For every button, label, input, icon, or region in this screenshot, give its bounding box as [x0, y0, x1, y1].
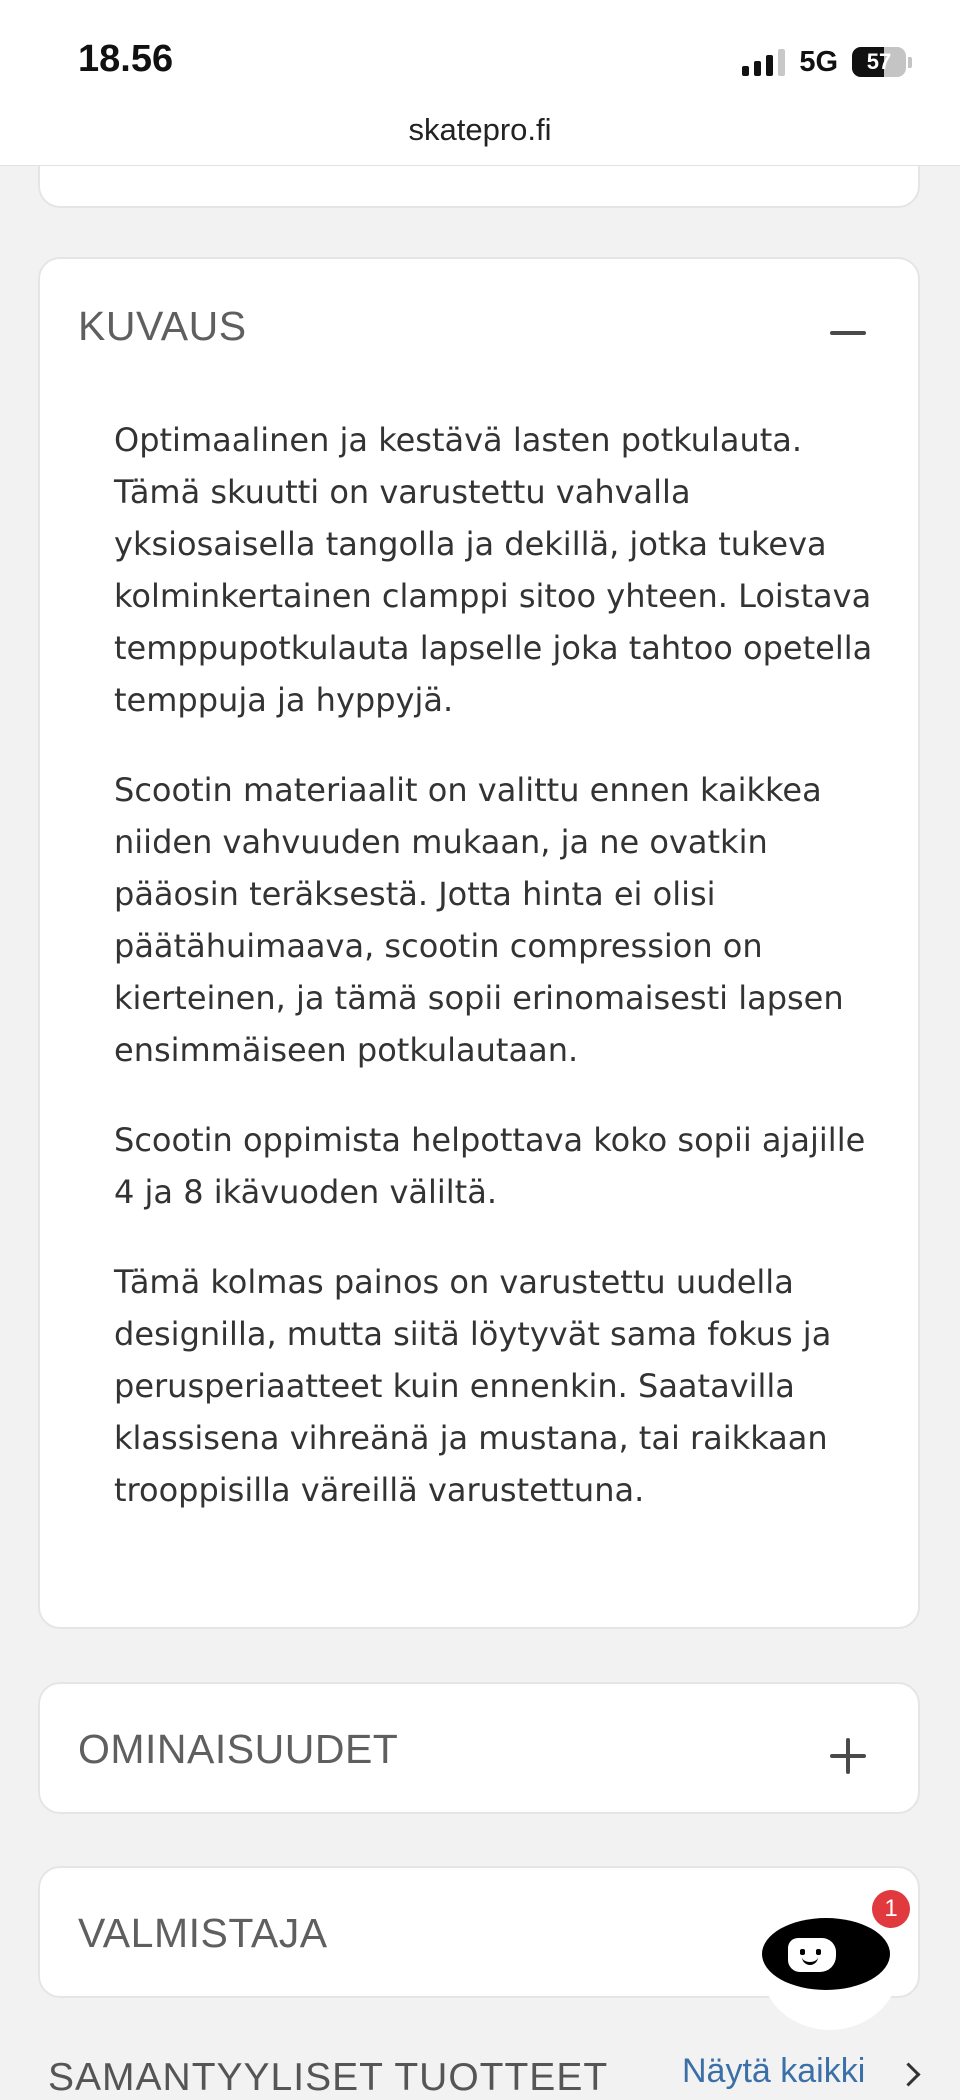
chat-button[interactable]: [762, 1918, 890, 1990]
description-section: [38, 257, 920, 1629]
network-label: 5G: [799, 45, 838, 78]
chevron-right-icon[interactable]: [896, 2062, 920, 2086]
description-paragraph: Tämä kolmas painos on varustettu uudella designilla, mutta siitä löytyvät sama fokus ja perusperiaatteet kuin ennenkin. Saatavilla klassisena vihreänä ja mustana, tai raikkaan trooppisilla väreillä varustettuna.: [114, 1263, 832, 1509]
description-paragraph: Scootin oppimista helpottava koko sopii ajajille 4 ja 8 ikävuoden väliltä.: [114, 1121, 866, 1211]
expand-plus-icon[interactable]: [830, 1738, 866, 1774]
description-paragraph: Optimaalinen ja kestävä lasten potkulauta. Tämä skuutti on varustettu vahvalla yksiosaisella tangolla ja dekillä, jotka tukeva kolminkertainen clamppi sitoo yhteen. Loistava temppupotkulauta lapselle joka tahtoo opetella temppuja ja hyppyjä.: [114, 421, 873, 719]
browser-top-bar: [0, 0, 960, 166]
description-paragraph: Scootin materiaalit on valittu ennen kaikkea niiden vahvuuden mukaan, ja ne ovatkin pääosin teräksestä. Jotta hinta ei olisi päätähuimaava, scootin compression on kierteinen, ja tämä sopii erinomaisesti lapsen ensimmäiseen potkulautaan.: [114, 771, 844, 1069]
status-time: 18.56: [78, 38, 174, 80]
description-text: [114, 414, 874, 1554]
manufacturer-title[interactable]: VALMISTAJA: [78, 1910, 328, 1956]
description-title[interactable]: KUVAUS: [78, 303, 247, 349]
features-section[interactable]: [38, 1682, 920, 1814]
status-icons: [742, 44, 912, 80]
battery-level: 57: [866, 49, 892, 74]
battery-icon: [852, 47, 906, 77]
chat-notification-badge: 1: [872, 1890, 910, 1928]
similar-products-title: SAMANTYYLISET TUOTTEET: [48, 2056, 609, 2099]
cellular-signal-icon: [742, 48, 785, 76]
battery-cap: [908, 57, 912, 68]
similar-products-header: [0, 2046, 960, 2099]
url-bar[interactable]: skatepro.fi: [408, 112, 552, 147]
show-all-link[interactable]: Näytä kaikki: [682, 2052, 866, 2090]
features-title[interactable]: OMINAISUUDET: [78, 1726, 399, 1772]
chat-face-icon: [788, 1938, 836, 1972]
collapse-minus-icon[interactable]: [830, 331, 866, 335]
